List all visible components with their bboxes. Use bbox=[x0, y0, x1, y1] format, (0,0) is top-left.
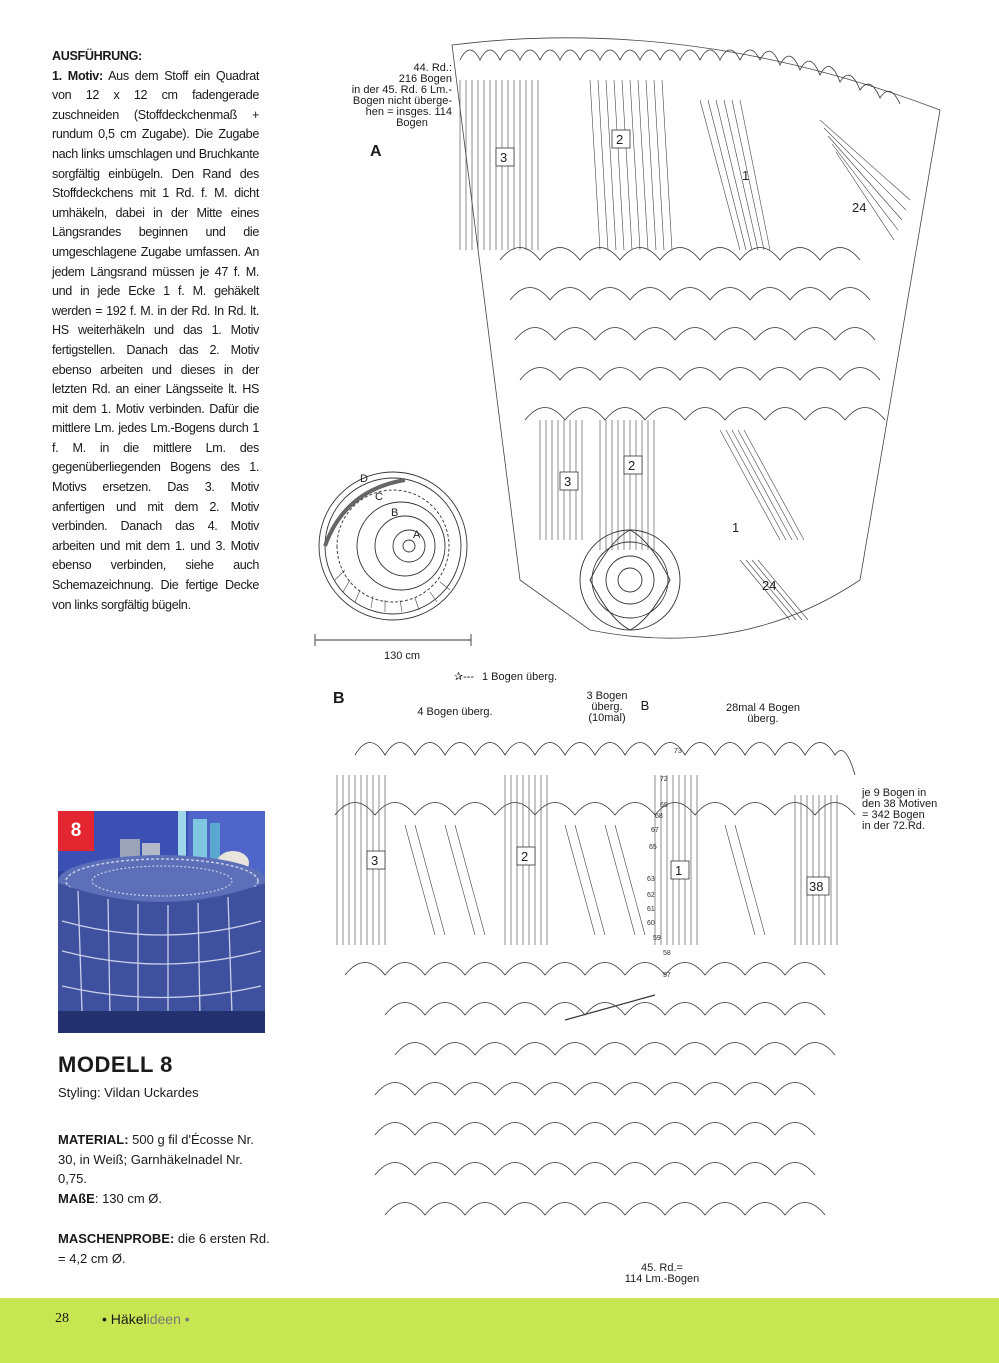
chart-b-label-middle: 3 Bogen überg. (10mal) bbox=[586, 690, 628, 724]
chart-a-letter: A bbox=[370, 143, 382, 160]
instructions-heading: AUSFÜHRUNG: bbox=[52, 49, 142, 63]
styling-credit: Styling: Vildan Uckardes bbox=[58, 1085, 199, 1100]
row-number: 65 bbox=[649, 844, 657, 851]
chart-b-bottom-note-line: 114 Lm.-Bogen bbox=[624, 1273, 700, 1285]
chart-a-motif-2-bottom: 2 bbox=[628, 458, 636, 473]
chart-a-note-line: 44. Rd.: bbox=[413, 62, 452, 74]
schematic-label-a: A bbox=[413, 529, 421, 541]
material-label: MATERIAL: bbox=[58, 1132, 129, 1147]
chart-a-motif-1-top: 1 bbox=[742, 168, 750, 183]
size-value: : 130 cm Ø. bbox=[94, 1191, 163, 1206]
chart-b-right-note-line: = 342 Bogen bbox=[862, 809, 925, 821]
row-number: 68 bbox=[655, 813, 663, 820]
instructions-body: Aus dem Stoff ein Quadrat von 12 x 12 cm fadengerade zuschneiden (Stoffdeckchenmaß + rundum 0,5 cm Zugabe). Die Zugabe nach links umschlagen und Bruchkante sorgfältig einbügeln. Den Rand des Stoffdeckchens mit 1 Rd. f. M. dicht umhäkeln, dabei in der Mitte eines Längsrandes beginnen und die umgeschlagene Zugabe umfassen. An jedem Längsrand müssen je 47 f. M. und in jede Ecke 1 f. M. gehäkelt werden = 192 f. M. in der Rd. In Rd. lt. HS weiterhäkeln und das 1. Motiv fertigstellen. Danach das 2. Motiv ebenso arbeiten und dieses in der letzten Rd. an einer Längsseite lt. HS mit dem 1. Motiv verbinden. Dafür die mittlere Lm. jedes Lm.-Bogens durch 1 f. M. in die mittlere Lm. des gegenüberliegenden Bogens des 1. Motivs ersetzen. Das 3. Motiv anfertigen und mit dem 2. Motiv verbinden. Danach das 4. Motiv arbeiten und mit dem 1. und 3. Motiv ebenso verbinden, siehe auch Schemazeichnung. Die fertige Decke von links sorgfältig bügeln. bbox=[52, 68, 259, 612]
legend-symbol: ✰--- bbox=[453, 671, 475, 683]
chart-a-note-line: Bogen nicht überge- bbox=[352, 95, 452, 107]
chart-a-motif-3-top: 3 bbox=[500, 150, 508, 165]
chart-b-right-note-line: in der 72.Rd. bbox=[862, 820, 925, 832]
page-number: 28 bbox=[55, 1311, 69, 1326]
row-number: 60 bbox=[647, 920, 655, 927]
chart-a-motif-2-top: 2 bbox=[616, 132, 624, 147]
row-number: 67 bbox=[651, 827, 659, 834]
row-number: 62 bbox=[647, 892, 655, 899]
chart-b-right-note-line: je 9 Bogen in bbox=[862, 787, 927, 799]
size-spec bbox=[58, 1189, 270, 1209]
gauge-value: die 6 ersten Rd. = 4,2 cm Ø. bbox=[58, 1231, 270, 1266]
chart-b-motif-3: 3 bbox=[371, 853, 379, 868]
chart-a-note-line: 216 Bogen bbox=[398, 73, 452, 85]
chart-b-right-note bbox=[862, 788, 942, 832]
chart-b-motif-2: 2 bbox=[521, 849, 529, 864]
material-spec bbox=[58, 1130, 270, 1189]
page-footer bbox=[0, 1298, 999, 1363]
gauge-label: MASCHENPROBE: bbox=[58, 1231, 175, 1246]
tablecloth-schematic bbox=[305, 470, 475, 660]
schematic-dimension: 130 cm bbox=[383, 650, 421, 662]
chart-b-label-left: 4 Bogen überg. bbox=[417, 706, 493, 718]
row-number: 72 bbox=[660, 776, 668, 783]
chart-b-letter: B bbox=[333, 690, 345, 707]
row-number: 57 bbox=[663, 972, 671, 979]
chart-a-motif-24-top: 24 bbox=[852, 200, 867, 215]
chart-b-bottom-note-line: 45. Rd.= bbox=[641, 1262, 683, 1274]
chart-a-motif-1-bottom: 1 bbox=[732, 520, 740, 535]
schematic-label-c: C bbox=[375, 491, 383, 503]
crochet-chart-a bbox=[440, 20, 960, 660]
magazine-title-suffix: ideen • bbox=[146, 1311, 190, 1327]
magazine-title bbox=[102, 1311, 190, 1327]
chart-a-motif-24-bottom: 24 bbox=[762, 578, 777, 593]
size-label: MAßE bbox=[58, 1191, 95, 1206]
model-number-badge: 8 bbox=[58, 811, 94, 851]
row-number: 63 bbox=[647, 876, 655, 883]
material-value: 500 g fil d'Écosse Nr. 30, in Weiß; Garnhäkelnadel Nr. 0,75. bbox=[58, 1132, 254, 1186]
magazine-title-prefix: • Häkel bbox=[102, 1311, 147, 1327]
chart-a-note-line: Bogen bbox=[396, 117, 428, 129]
chart-b-motif-38: 38 bbox=[809, 879, 824, 894]
chart-a-motif-3-bottom: 3 bbox=[564, 474, 572, 489]
row-number: 61 bbox=[647, 906, 655, 913]
schematic-label-d: D bbox=[360, 473, 368, 485]
legend-text: 1 Bogen überg. bbox=[482, 671, 558, 683]
row-number: 59 bbox=[653, 935, 661, 942]
tablecloth-photo bbox=[58, 811, 265, 1033]
model-title: MODELL 8 bbox=[58, 1052, 173, 1077]
row-number: 58 bbox=[663, 950, 671, 957]
motif-label: 1. Motiv: bbox=[52, 68, 103, 83]
chart-b-label-right: 28mal 4 Bogen überg. bbox=[726, 702, 800, 725]
chart-b-top-letter: B bbox=[640, 698, 650, 713]
row-number: 69 bbox=[660, 802, 668, 809]
schematic-label-b: B bbox=[391, 507, 399, 519]
chart-b-right-note-line: den 38 Motiven bbox=[862, 798, 938, 810]
chart-b-motif-1: 1 bbox=[675, 863, 683, 878]
chart-a-note bbox=[332, 63, 452, 129]
row-number: 73 bbox=[674, 748, 682, 755]
chart-a-note-line: in der 45. Rd. 6 Lm.- bbox=[351, 84, 452, 96]
gauge-spec bbox=[58, 1229, 270, 1268]
crochet-chart-b bbox=[325, 715, 865, 1260]
chart-a-note-line: hen = insges. 114 bbox=[365, 106, 452, 118]
chart-b-bottom-note bbox=[612, 1263, 712, 1285]
instructions-text bbox=[52, 47, 259, 615]
